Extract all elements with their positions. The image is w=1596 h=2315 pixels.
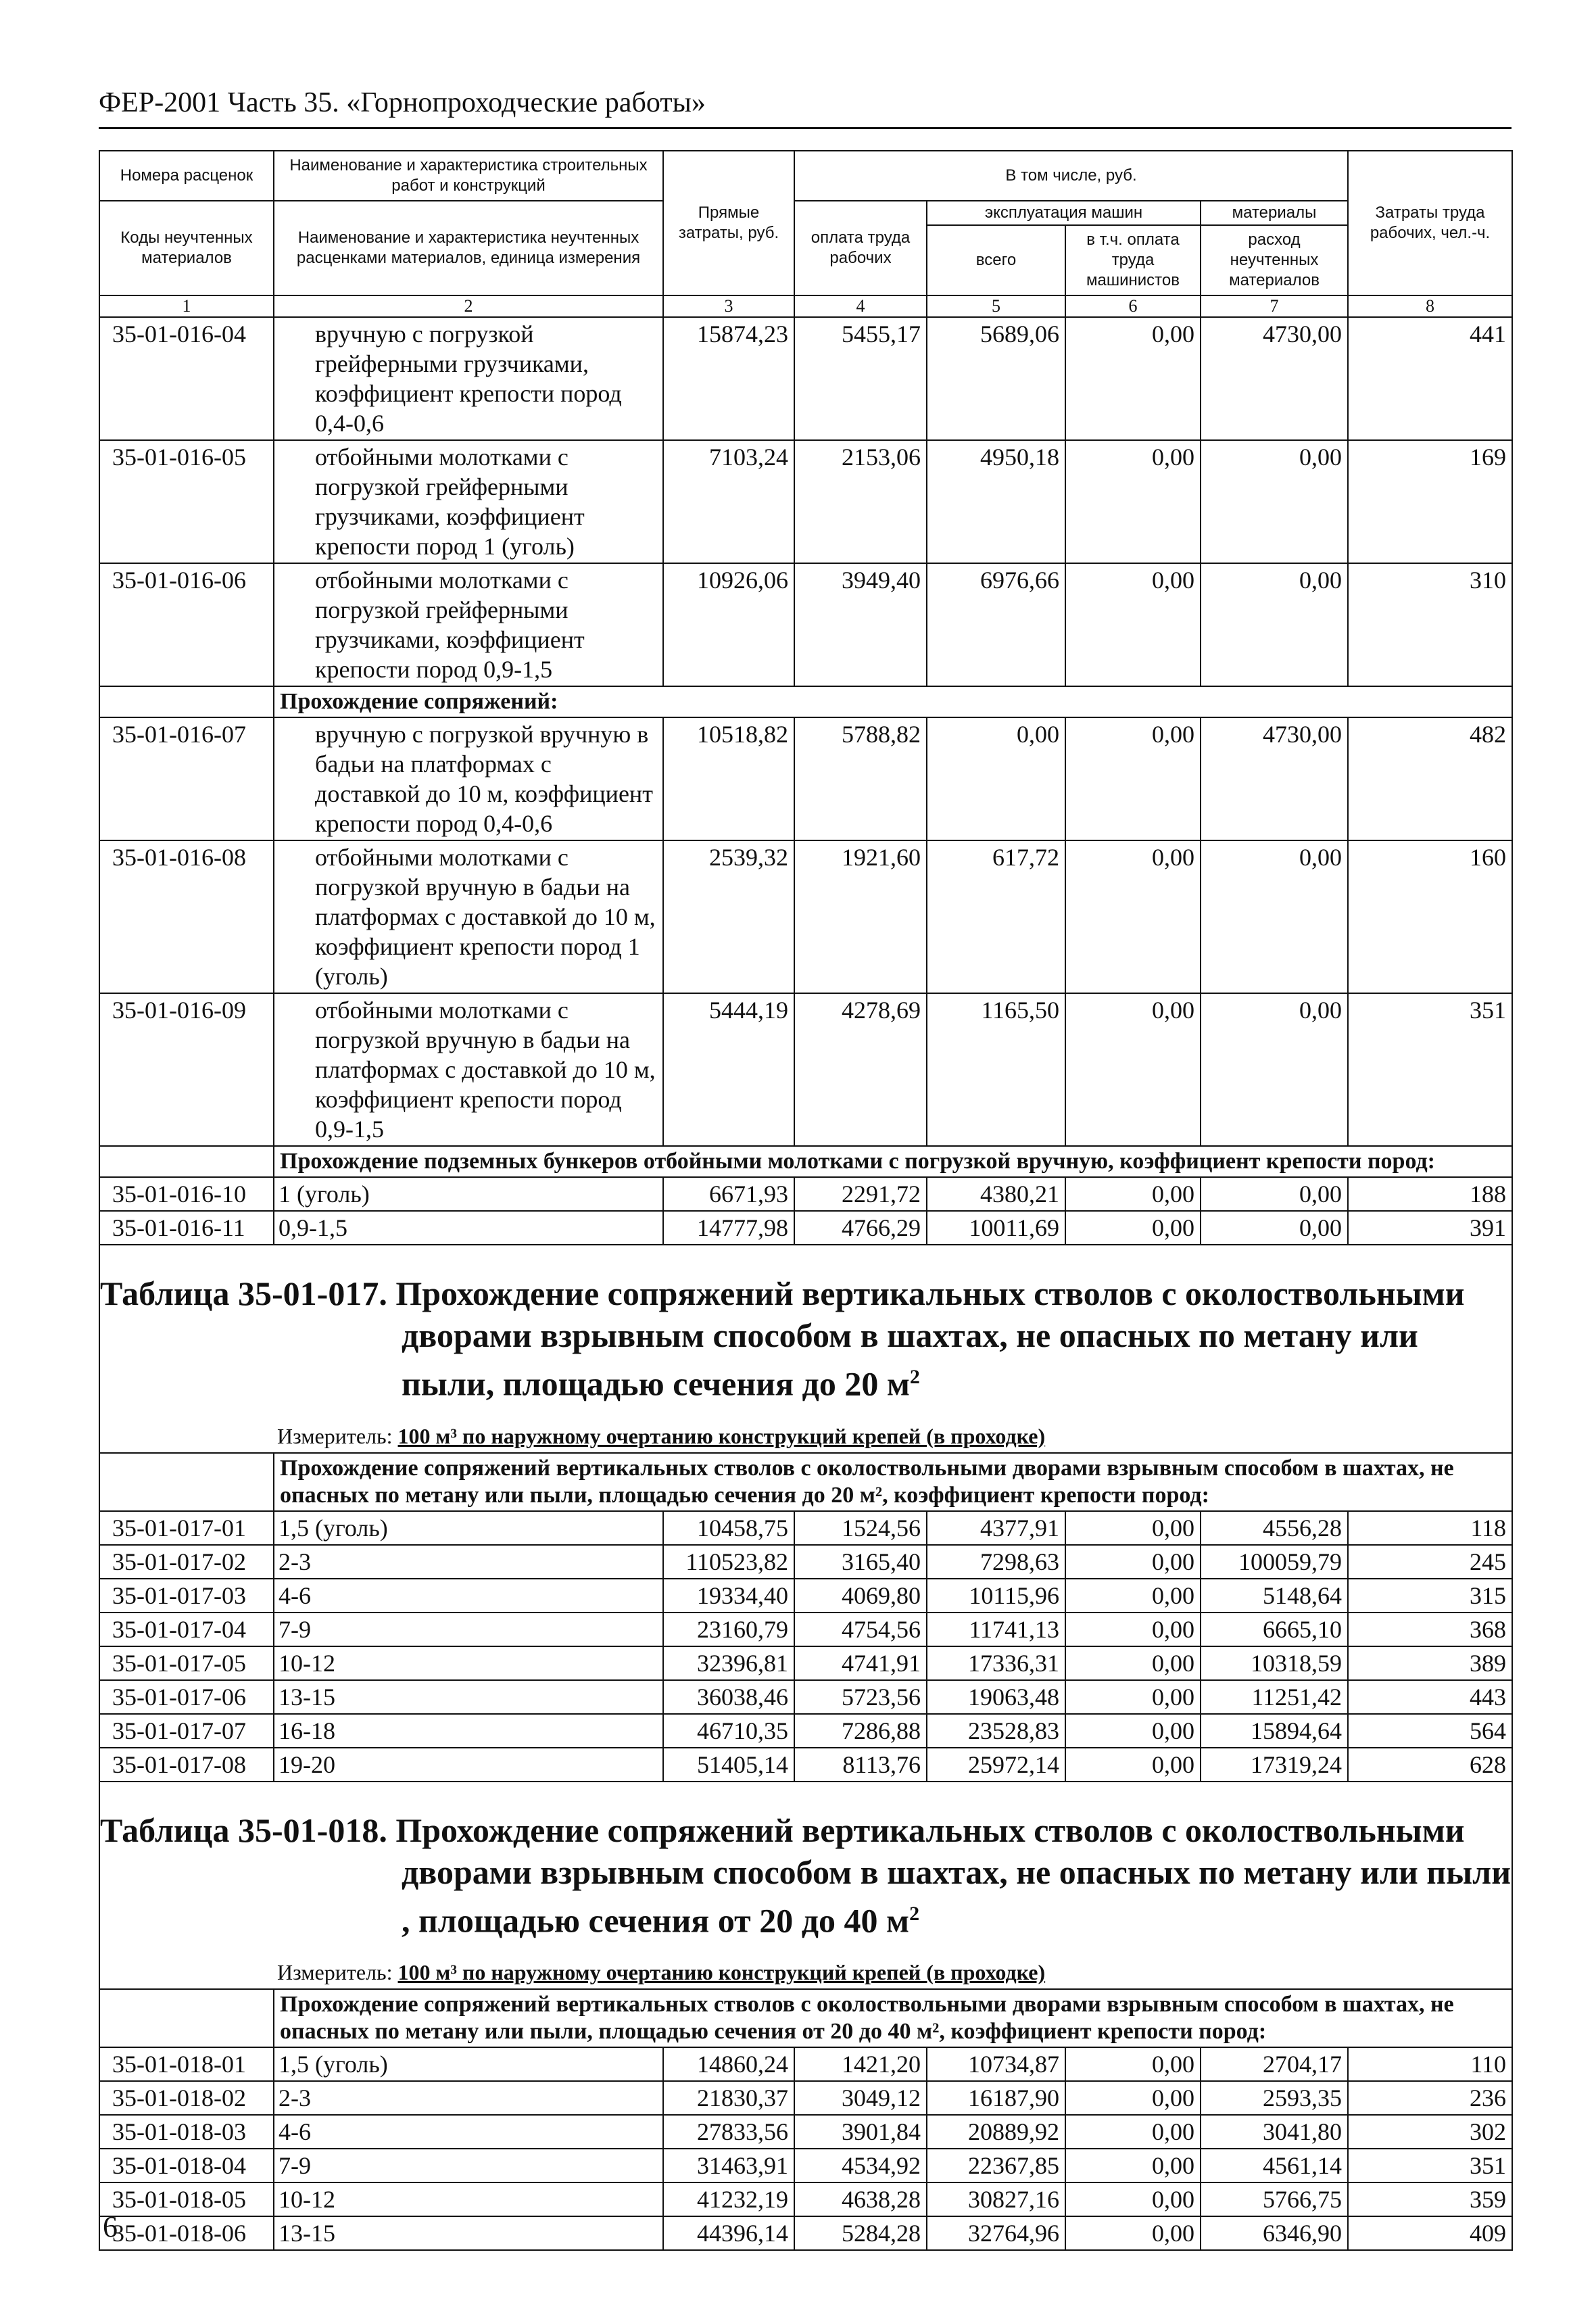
table-title-line (100, 1356, 1512, 1405)
labor-cost: 7286,88 (794, 1714, 927, 1748)
direct-cost: 41232,19 (663, 2182, 794, 2216)
machinist-labor-cost: 0,00 (1065, 1211, 1201, 1245)
machinist-labor-cost: 0,00 (1065, 1613, 1201, 1646)
rate-code: 35-01-017-03 (99, 1579, 274, 1613)
machine-cost: 17336,31 (927, 1646, 1065, 1680)
rate-code: 35-01-016-04 (99, 317, 274, 440)
table-title-row (99, 1245, 1512, 1420)
header-group: В том числе, руб. (794, 151, 1348, 201)
labor-cost: 4534,92 (794, 2149, 927, 2182)
material-cost: 0,00 (1201, 840, 1348, 993)
table-row (99, 840, 1512, 993)
machinist-labor-cost: 0,00 (1065, 2149, 1201, 2182)
machinist-labor-cost: 0,00 (1065, 317, 1201, 440)
material-cost: 0,00 (1201, 1211, 1348, 1245)
labor-cost: 4754,56 (794, 1613, 927, 1646)
machinist-labor-cost: 0,00 (1065, 1680, 1201, 1714)
work-description: вручную с погрузкой вручную в бадьи на платформах с доставкой до 10 м, коэффициент крепости пород 0,4-0,6 (274, 717, 663, 840)
table-row (99, 2047, 1512, 2081)
machinist-labor-cost: 0,00 (1065, 1579, 1201, 1613)
header-rule (99, 127, 1512, 129)
work-description: 13-15 (274, 1680, 663, 1714)
header-col1b: Коды неучтенных материалов (99, 201, 274, 295)
labor-hours: 188 (1348, 1177, 1512, 1211)
labor-cost: 1524,56 (794, 1511, 927, 1545)
direct-cost: 2539,32 (663, 840, 794, 993)
labor-cost: 5788,82 (794, 717, 927, 840)
rate-code: 35-01-016-09 (99, 993, 274, 1146)
table-title-text: , площадью сечения от 20 до 40 м (402, 1901, 910, 1940)
header-col2b: Наименование и характеристика неучтенных расценками материалов, единица измерения (274, 201, 663, 295)
labor-hours: 236 (1348, 2081, 1512, 2115)
rate-code: 35-01-018-05 (99, 2182, 274, 2216)
page-number: 6 (103, 2210, 118, 2243)
col-index: 8 (1348, 295, 1512, 317)
table-title-line: Таблица 35-01-018. Прохождение сопряжений вертикальных стволов с околоствольными (100, 1811, 1465, 1849)
measure-row (99, 1956, 1512, 1989)
machinist-labor-cost: 0,00 (1065, 1714, 1201, 1748)
header-col7: расход неучтенных материалов (1201, 225, 1348, 295)
col-index: 3 (663, 295, 794, 317)
labor-cost: 4766,29 (794, 1211, 927, 1245)
labor-hours: 389 (1348, 1646, 1512, 1680)
section-heading: Прохождение сопряжений вертикальных стволов с околоствольными дворами взрывным способом в шахтах, не опасных по метану или пыли, площадью сечения от 20 до 40 м², коэффициент крепости пород: (274, 1989, 1512, 2047)
machine-cost: 0,00 (927, 717, 1065, 840)
material-cost: 2704,17 (1201, 2047, 1348, 2081)
direct-cost: 6671,93 (663, 1177, 794, 1211)
rate-code: 35-01-016-11 (99, 1211, 274, 1245)
section-spacer (99, 686, 274, 717)
material-cost: 4730,00 (1201, 717, 1348, 840)
material-cost: 6346,90 (1201, 2216, 1348, 2250)
labor-cost: 5284,28 (794, 2216, 927, 2250)
direct-cost: 31463,91 (663, 2149, 794, 2182)
labor-cost: 3949,40 (794, 563, 927, 686)
rate-code: 35-01-017-08 (99, 1748, 274, 1782)
machine-cost: 30827,16 (927, 2182, 1065, 2216)
section-row (99, 1989, 1512, 2047)
work-description: 10-12 (274, 1646, 663, 1680)
measure-line (99, 1420, 1512, 1453)
col-index: 5 (927, 295, 1065, 317)
header-materials: материалы (1201, 201, 1348, 225)
direct-cost: 110523,82 (663, 1545, 794, 1579)
work-description: 2-3 (274, 2081, 663, 2115)
col-index: 4 (794, 295, 927, 317)
header-row-1 (99, 151, 1512, 201)
material-cost: 4730,00 (1201, 317, 1348, 440)
work-description: 19-20 (274, 1748, 663, 1782)
rate-code: 35-01-018-01 (99, 2047, 274, 2081)
rate-code: 35-01-018-02 (99, 2081, 274, 2115)
machinist-labor-cost: 0,00 (1065, 440, 1201, 563)
material-cost: 2593,35 (1201, 2081, 1348, 2115)
machine-cost: 20889,92 (927, 2115, 1065, 2149)
labor-cost: 2153,06 (794, 440, 927, 563)
machine-cost: 19063,48 (927, 1680, 1065, 1714)
rates-table (99, 150, 1513, 2251)
direct-cost: 23160,79 (663, 1613, 794, 1646)
rate-code: 35-01-017-02 (99, 1545, 274, 1579)
material-cost: 10318,59 (1201, 1646, 1348, 1680)
table-row (99, 1579, 1512, 1613)
material-cost: 3041,80 (1201, 2115, 1348, 2149)
labor-hours: 368 (1348, 1613, 1512, 1646)
labor-hours: 315 (1348, 1579, 1512, 1613)
material-cost: 0,00 (1201, 993, 1348, 1146)
work-description: 13-15 (274, 2216, 663, 2250)
machine-cost: 23528,83 (927, 1714, 1065, 1748)
table-row (99, 993, 1512, 1146)
machinist-labor-cost: 0,00 (1065, 1748, 1201, 1782)
labor-hours: 245 (1348, 1545, 1512, 1579)
section-heading: Прохождение сопряжений: (274, 686, 1512, 717)
table-row (99, 717, 1512, 840)
table-row (99, 1680, 1512, 1714)
table-title-text: пыли, площадью сечения до 20 м (402, 1364, 910, 1403)
section-heading: Прохождение сопряжений вертикальных стволов с околоствольными дворами взрывным способом в шахтах, не опасных по метану или пыли, площадью сечения до 20 м², коэффициент крепости пород: (274, 1453, 1512, 1511)
machine-cost: 10011,69 (927, 1211, 1065, 1245)
material-cost: 15894,64 (1201, 1714, 1348, 1748)
table-row (99, 1613, 1512, 1646)
work-description: 1 (уголь) (274, 1177, 663, 1211)
material-cost: 5766,75 (1201, 2182, 1348, 2216)
machinist-labor-cost: 0,00 (1065, 2047, 1201, 2081)
section-spacer (99, 1453, 274, 1511)
machine-cost: 5689,06 (927, 317, 1065, 440)
material-cost: 100059,79 (1201, 1545, 1348, 1579)
rate-code: 35-01-016-08 (99, 840, 274, 993)
labor-cost: 3049,12 (794, 2081, 927, 2115)
header-col6: в т.ч. оплата труда машинистов (1065, 225, 1201, 295)
direct-cost: 27833,56 (663, 2115, 794, 2149)
measure-row (99, 1420, 1512, 1453)
rate-code: 35-01-017-07 (99, 1714, 274, 1748)
work-description: вручную с погрузкой грейферными грузчиками, коэффициент крепости пород 0,4-0,6 (274, 317, 663, 440)
rate-code: 35-01-017-05 (99, 1646, 274, 1680)
header-col3: Прямые затраты, руб. (663, 151, 794, 295)
machinist-labor-cost: 0,00 (1065, 717, 1201, 840)
machinist-labor-cost: 0,00 (1065, 2081, 1201, 2115)
labor-hours: 351 (1348, 993, 1512, 1146)
rate-code: 35-01-016-06 (99, 563, 274, 686)
labor-cost: 5723,56 (794, 1680, 927, 1714)
machinist-labor-cost: 0,00 (1065, 1545, 1201, 1579)
labor-hours: 482 (1348, 717, 1512, 840)
machinist-labor-cost: 0,00 (1065, 993, 1201, 1146)
table-title-row (99, 1782, 1512, 1957)
labor-hours: 310 (1348, 563, 1512, 686)
material-cost: 5148,64 (1201, 1579, 1348, 1613)
labor-hours: 351 (1348, 2149, 1512, 2182)
labor-cost: 1921,60 (794, 840, 927, 993)
section-row (99, 1453, 1512, 1511)
rate-code: 35-01-016-05 (99, 440, 274, 563)
rate-code: 35-01-017-01 (99, 1511, 274, 1545)
table-row (99, 1748, 1512, 1782)
direct-cost: 46710,35 (663, 1714, 794, 1748)
measure-label: Измеритель: (277, 1423, 393, 1448)
material-cost: 11251,42 (1201, 1680, 1348, 1714)
material-cost: 17319,24 (1201, 1748, 1348, 1782)
direct-cost: 44396,14 (663, 2216, 794, 2250)
section-spacer (99, 1989, 274, 2047)
col-index: 1 (99, 295, 274, 317)
table-row (99, 1511, 1512, 1545)
table-title-line (100, 1893, 1512, 1942)
labor-cost: 5455,17 (794, 317, 927, 440)
labor-hours: 443 (1348, 1680, 1512, 1714)
section-spacer (99, 1146, 274, 1177)
section-row (99, 1146, 1512, 1177)
direct-cost: 5444,19 (663, 993, 794, 1146)
table-row (99, 1545, 1512, 1579)
labor-hours: 441 (1348, 317, 1512, 440)
header-machines: эксплуатация машин (927, 201, 1201, 225)
header-row-2 (99, 201, 1512, 225)
header-col4: оплата труда рабочих (794, 201, 927, 295)
col-index: 6 (1065, 295, 1201, 317)
rate-code: 35-01-016-10 (99, 1177, 274, 1211)
machinist-labor-cost: 0,00 (1065, 1511, 1201, 1545)
direct-cost: 7103,24 (663, 440, 794, 563)
direct-cost: 36038,46 (663, 1680, 794, 1714)
material-cost: 4561,14 (1201, 2149, 1348, 2182)
work-description: 7-9 (274, 2149, 663, 2182)
material-cost: 0,00 (1201, 1177, 1348, 1211)
direct-cost: 19334,40 (663, 1579, 794, 1613)
machine-cost: 10115,96 (927, 1579, 1065, 1613)
machine-cost: 32764,96 (927, 2216, 1065, 2250)
machine-cost: 25972,14 (927, 1748, 1065, 1782)
machine-cost: 4380,21 (927, 1177, 1065, 1211)
rate-code: 35-01-018-06 (99, 2216, 274, 2250)
direct-cost: 15874,23 (663, 317, 794, 440)
table-row (99, 2149, 1512, 2182)
direct-cost: 10458,75 (663, 1511, 794, 1545)
material-cost: 6665,10 (1201, 1613, 1348, 1646)
work-description: 2-3 (274, 1545, 663, 1579)
labor-cost: 4278,69 (794, 993, 927, 1146)
table-row (99, 2216, 1512, 2250)
table-title-line: дворами взрывным способом в шахтах, не опасных по метану или пыли (402, 1853, 1512, 1891)
labor-hours: 169 (1348, 440, 1512, 563)
direct-cost: 32396,81 (663, 1646, 794, 1680)
page-header: ФЕР-2001 Часть 35. «Горнопроходческие работы» (99, 87, 706, 118)
labor-hours: 160 (1348, 840, 1512, 993)
table-title-line: дворами взрывным способом в шахтах, не опасных по метану или (402, 1316, 1418, 1354)
work-description: 4-6 (274, 2115, 663, 2149)
labor-cost: 3165,40 (794, 1545, 927, 1579)
material-cost: 0,00 (1201, 563, 1348, 686)
measure-line (99, 1956, 1512, 1989)
rate-code: 35-01-018-03 (99, 2115, 274, 2149)
table-title-line: Таблица 35-01-017. Прохождение сопряжений вертикальных стволов с околоствольными (100, 1274, 1465, 1312)
labor-hours: 409 (1348, 2216, 1512, 2250)
col-index: 7 (1201, 295, 1348, 317)
direct-cost: 21830,37 (663, 2081, 794, 2115)
labor-hours: 564 (1348, 1714, 1512, 1748)
work-description: отбойными молотками с погрузкой вручную в бадьи на платформах с доставкой до 10 м, коэффициент крепости пород 1 (уголь) (274, 840, 663, 993)
labor-cost: 1421,20 (794, 2047, 927, 2081)
labor-hours: 359 (1348, 2182, 1512, 2216)
index-row (99, 295, 1512, 317)
rate-code: 35-01-016-07 (99, 717, 274, 840)
labor-hours: 110 (1348, 2047, 1512, 2081)
machinist-labor-cost: 0,00 (1065, 2182, 1201, 2216)
section-heading: Прохождение подземных бункеров отбойными молотками с погрузкой вручную, коэффициент крепости пород: (274, 1146, 1512, 1177)
section-row (99, 686, 1512, 717)
machinist-labor-cost: 0,00 (1065, 1646, 1201, 1680)
machinist-labor-cost: 0,00 (1065, 2115, 1201, 2149)
direct-cost: 14777,98 (663, 1211, 794, 1245)
labor-cost: 4638,28 (794, 2182, 927, 2216)
col-index: 2 (274, 295, 663, 317)
machine-cost: 617,72 (927, 840, 1065, 993)
superscript: 2 (909, 1366, 920, 1388)
material-cost: 0,00 (1201, 440, 1348, 563)
work-description: 10-12 (274, 2182, 663, 2216)
machinist-labor-cost: 0,00 (1065, 563, 1201, 686)
table-row (99, 1211, 1512, 1245)
measure-value: 100 м³ по наружному очертанию конструкций крепей (в проходке) (397, 1423, 1046, 1448)
machine-cost: 1165,50 (927, 993, 1065, 1146)
labor-hours: 302 (1348, 2115, 1512, 2149)
labor-cost: 3901,84 (794, 2115, 927, 2149)
machinist-labor-cost: 0,00 (1065, 1177, 1201, 1211)
machine-cost: 4377,91 (927, 1511, 1065, 1545)
work-description: 16-18 (274, 1714, 663, 1748)
rate-code: 35-01-018-04 (99, 2149, 274, 2182)
table-row (99, 2081, 1512, 2115)
material-cost: 4556,28 (1201, 1511, 1348, 1545)
table-row (99, 1646, 1512, 1680)
direct-cost: 10518,82 (663, 717, 794, 840)
labor-cost: 8113,76 (794, 1748, 927, 1782)
header-col8: Затраты труда рабочих, чел.-ч. (1348, 151, 1512, 295)
machine-cost: 6976,66 (927, 563, 1065, 686)
header-col5: всего (927, 225, 1065, 295)
work-description: 1,5 (уголь) (274, 2047, 663, 2081)
labor-hours: 628 (1348, 1748, 1512, 1782)
header-col1a: Номера расценок (99, 151, 274, 201)
labor-hours: 118 (1348, 1511, 1512, 1545)
work-description: отбойными молотками с погрузкой грейферными грузчиками, коэффициент крепости пород 1 (уголь) (274, 440, 663, 563)
table-row (99, 2115, 1512, 2149)
machine-cost: 11741,13 (927, 1613, 1065, 1646)
machinist-labor-cost: 0,00 (1065, 2216, 1201, 2250)
machine-cost: 22367,85 (927, 2149, 1065, 2182)
superscript: 2 (909, 1902, 920, 1925)
table-row (99, 563, 1512, 686)
labor-cost: 2291,72 (794, 1177, 927, 1211)
work-description: отбойными молотками с погрузкой грейферными грузчиками, коэффициент крепости пород 0,9-1,5 (274, 563, 663, 686)
measure-label: Измеритель: (277, 1960, 393, 1985)
labor-hours: 391 (1348, 1211, 1512, 1245)
machinist-labor-cost: 0,00 (1065, 840, 1201, 993)
table-row (99, 317, 1512, 440)
table-row (99, 1177, 1512, 1211)
machine-cost: 4950,18 (927, 440, 1065, 563)
direct-cost: 51405,14 (663, 1748, 794, 1782)
rate-code: 35-01-017-06 (99, 1680, 274, 1714)
work-description: 4-6 (274, 1579, 663, 1613)
labor-cost: 4069,80 (794, 1579, 927, 1613)
work-description: 7-9 (274, 1613, 663, 1646)
work-description: отбойными молотками с погрузкой вручную в бадьи на платформах с доставкой до 10 м, коэффициент крепости пород 0,9-1,5 (274, 993, 663, 1146)
machine-cost: 7298,63 (927, 1545, 1065, 1579)
rate-code: 35-01-017-04 (99, 1613, 274, 1646)
machine-cost: 10734,87 (927, 2047, 1065, 2081)
work-description: 0,9-1,5 (274, 1211, 663, 1245)
direct-cost: 10926,06 (663, 563, 794, 686)
table-title (99, 1782, 1512, 1957)
table-row (99, 440, 1512, 563)
table-title (99, 1245, 1512, 1420)
work-description: 1,5 (уголь) (274, 1511, 663, 1545)
measure-value: 100 м³ по наружному очертанию конструкций крепей (в проходке) (397, 1960, 1046, 1985)
table-row (99, 1714, 1512, 1748)
labor-cost: 4741,91 (794, 1646, 927, 1680)
direct-cost: 14860,24 (663, 2047, 794, 2081)
machine-cost: 16187,90 (927, 2081, 1065, 2115)
table-row (99, 2182, 1512, 2216)
header-col2a: Наименование и характеристика строительных работ и конструкций (274, 151, 663, 201)
